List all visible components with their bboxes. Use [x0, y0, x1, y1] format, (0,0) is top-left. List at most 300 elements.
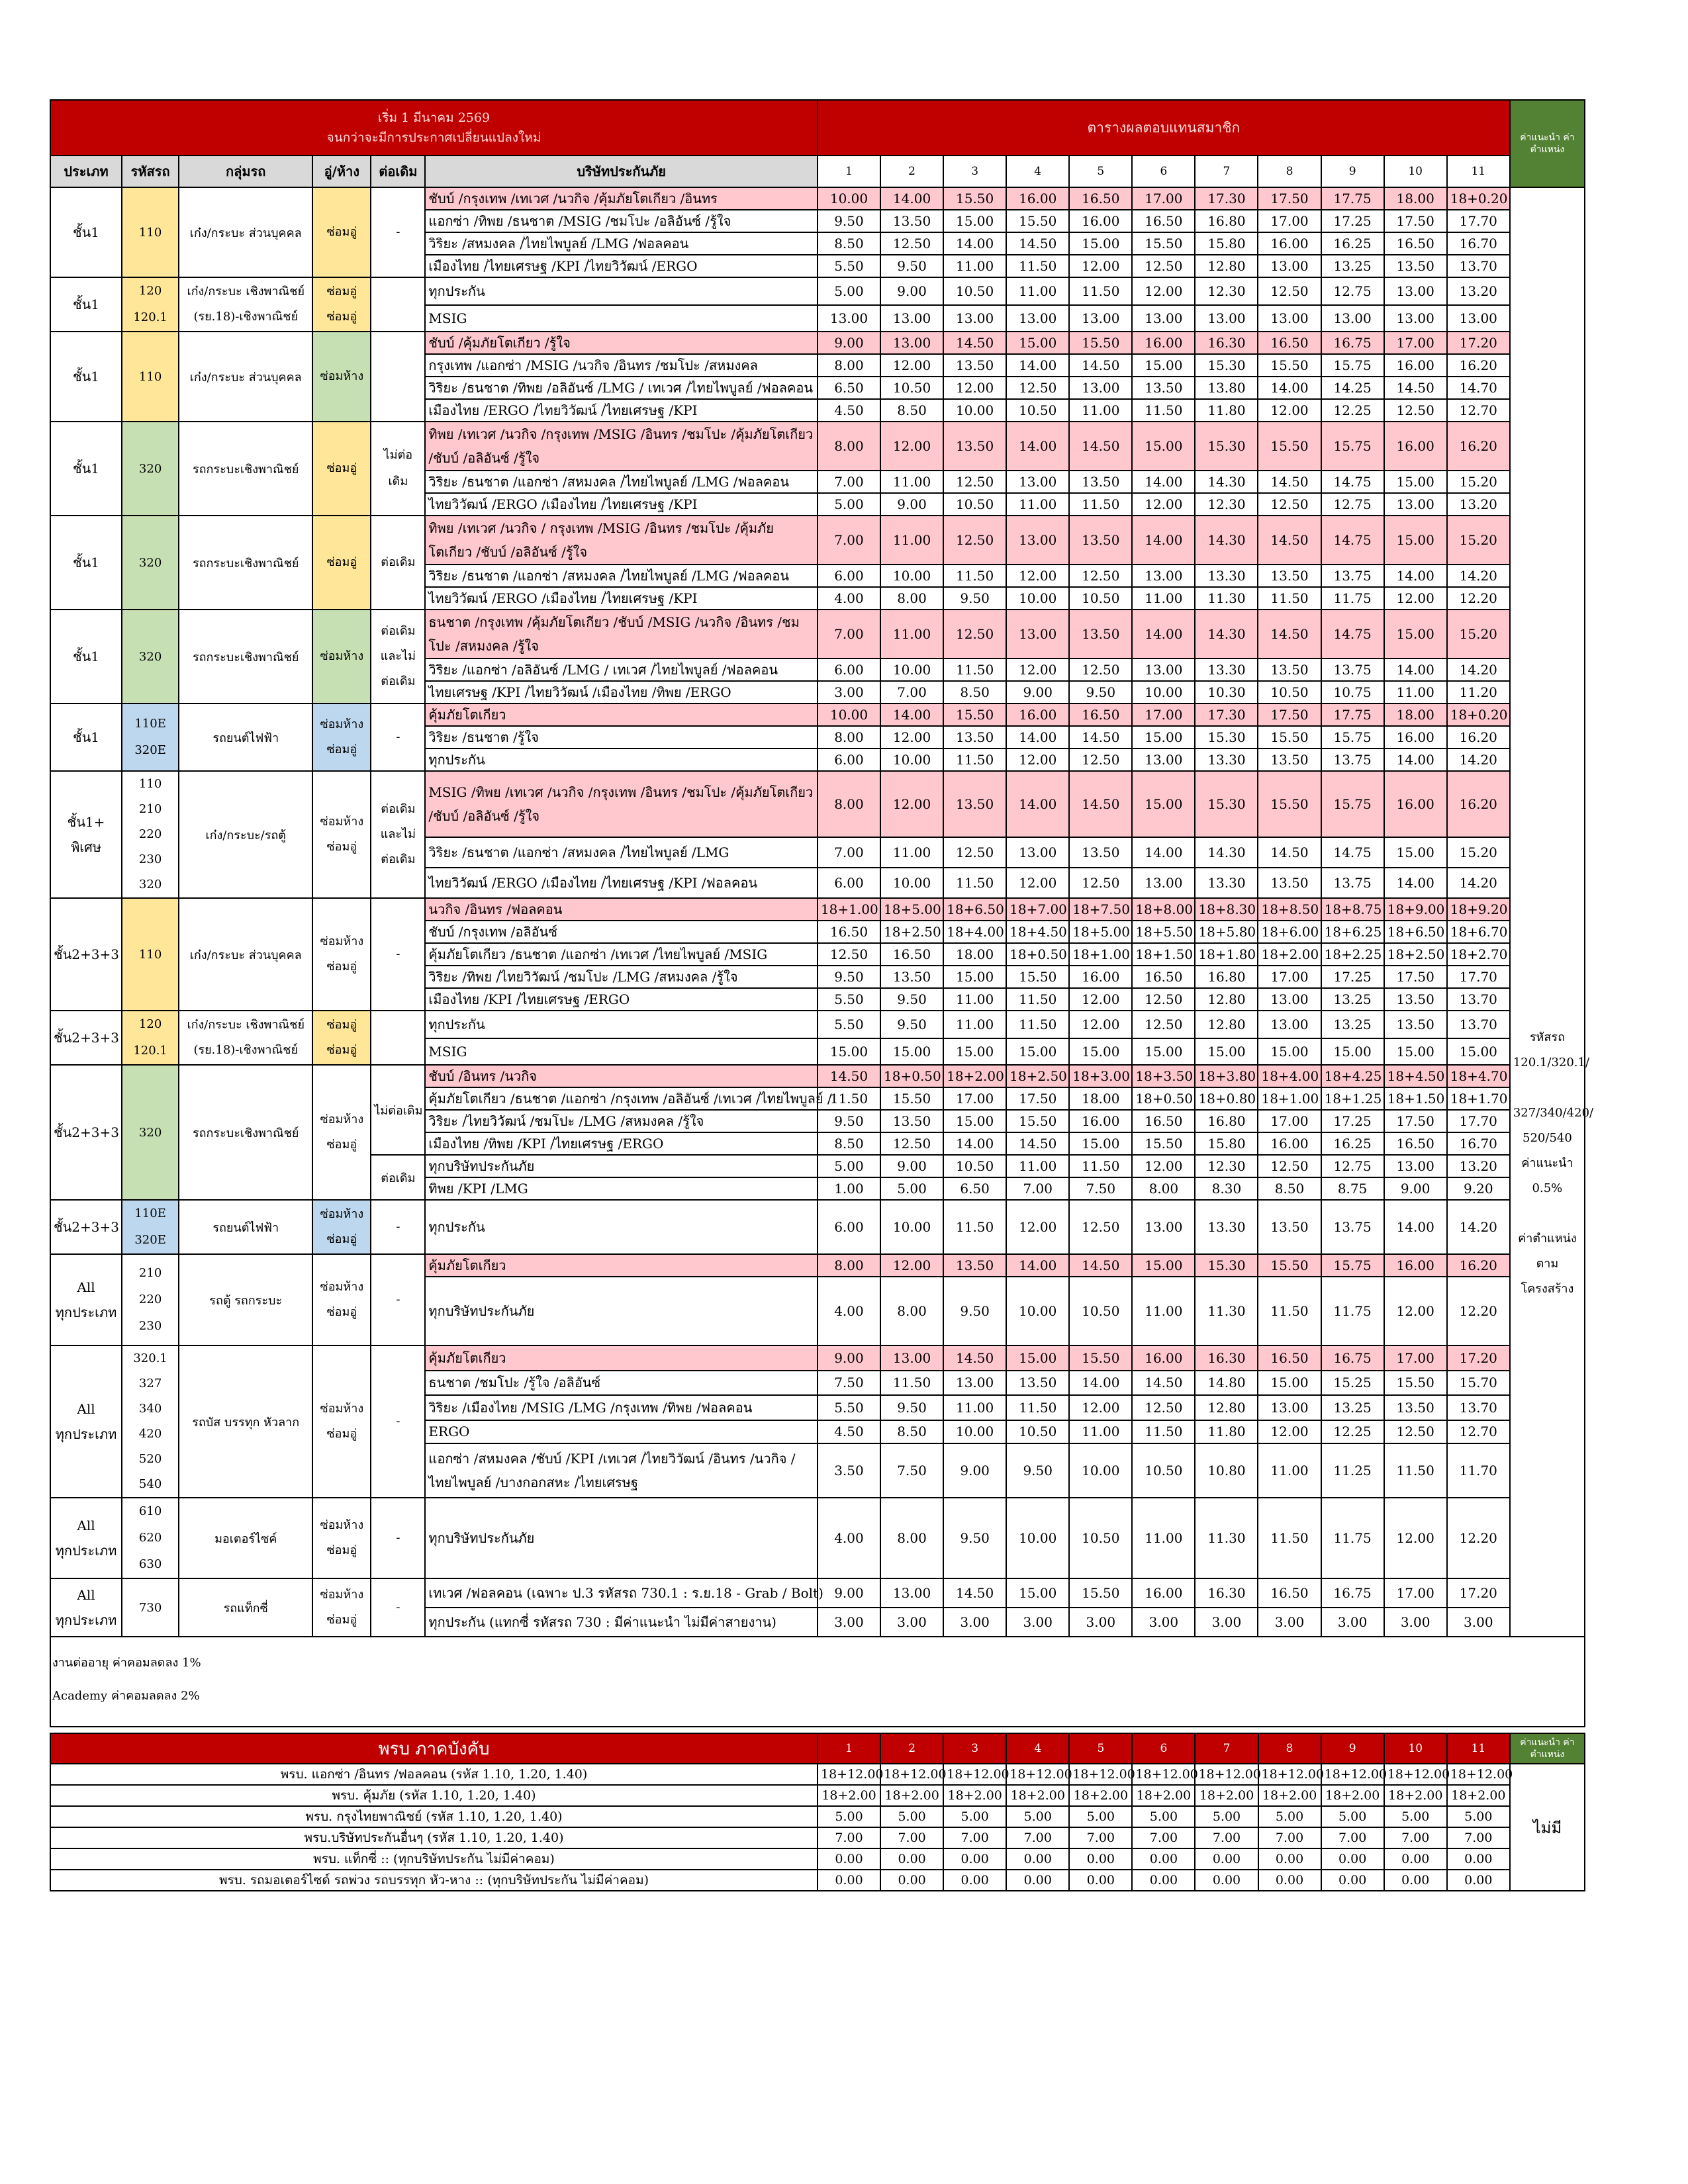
rate-value: 13.70 [1447, 1395, 1510, 1420]
rate-value: 16.00 [1132, 1578, 1195, 1608]
rate-value: 11.25 [1321, 1443, 1384, 1498]
rate-value: 3.00 [818, 681, 880, 704]
compulsory-value: 5.00 [1258, 1806, 1321, 1827]
insurer-cell: ทุกบริษัทประกันภัย [425, 1155, 818, 1177]
rate-value: 11.00 [1384, 681, 1447, 704]
car-group-cell: รถกระบะเชิงพาณิชย์ [179, 1065, 312, 1200]
rate-value: 14.00 [1132, 837, 1195, 868]
insurer-cell: วิริยะ /ไทยวิวัฒน์ /ชมโปะ /LMG /สหมงคล /รู้ใจ [425, 1110, 818, 1132]
car-code: 230 [138, 852, 162, 866]
rate-value: 9.00 [943, 1443, 1006, 1498]
side-note-line: 120.1/320.1/ [1513, 1056, 1590, 1069]
compulsory-side-note: ไม่มี [1510, 1764, 1585, 1891]
garage-line: ซ่อมห้าง [320, 1588, 364, 1602]
rate-value: 14.00 [1006, 726, 1069, 749]
rate-value: 12.75 [1321, 277, 1384, 305]
rate-value: 14.00 [1006, 771, 1069, 837]
rate-value: 10.00 [1006, 587, 1069, 610]
rate-value: 16.75 [1321, 332, 1384, 354]
rate-value: 10.50 [1069, 587, 1132, 610]
compulsory-value: 0.00 [818, 1848, 880, 1870]
rate-value: 7.50 [818, 1371, 880, 1396]
rate-value: 18.00 [1384, 187, 1447, 210]
rate-value: 15.75 [1321, 1254, 1384, 1277]
renew-cell: ต่อเดิม [371, 516, 425, 610]
rate-value: 15.75 [1321, 726, 1384, 749]
car-code: 320E [134, 1233, 166, 1247]
rate-value: 13.50 [1258, 659, 1321, 681]
rate-value: 5.00 [818, 1155, 880, 1177]
rate-value: 15.50 [1258, 1254, 1321, 1277]
rate-value: 13.75 [1321, 659, 1384, 681]
car-type-line: ทุกประเภท [55, 1543, 117, 1559]
rate-value: 14.50 [1069, 354, 1132, 377]
rate-value: 14.70 [1447, 377, 1510, 399]
compulsory-value: 18+12.00 [943, 1764, 1006, 1785]
rate-value: 12.00 [1069, 1011, 1132, 1038]
car-code-cell: 730 [122, 1578, 179, 1637]
garage-cell: ซ่อมอู่ [312, 516, 371, 610]
renew-cell: - [371, 1498, 425, 1578]
rate-value: 13.30 [1195, 1200, 1258, 1254]
compulsory-value: 7.00 [943, 1827, 1006, 1848]
rate-value: 11.30 [1195, 1277, 1258, 1345]
rate-value: 5.00 [818, 493, 880, 516]
insurer-cell: ไทยเศรษฐ /KPI /ไทยวิวัฒน์ /เมืองไทย /ทิพย /ERGO [425, 681, 818, 704]
rate-value: 9.50 [880, 988, 943, 1011]
rate-value: 13.50 [880, 1110, 943, 1132]
rate-value: 14.00 [943, 1132, 1006, 1155]
rate-value: 12.00 [1384, 1498, 1447, 1578]
rate-value: 13.20 [1447, 1155, 1510, 1177]
renew-cell [371, 332, 425, 422]
rate-row [50, 610, 1585, 659]
garage-cell [312, 704, 371, 771]
rate-value: 16.20 [1447, 422, 1510, 471]
col-level-5: 5 [1069, 156, 1132, 187]
car-type-line: All [77, 1587, 95, 1603]
rate-value: 15.20 [1447, 471, 1510, 493]
rate-value: 14.00 [1006, 422, 1069, 471]
compulsory-label: พรบ. คุ้มภัย (รหัส 1.10, 1.20, 1.40) [50, 1785, 818, 1806]
rate-value: 17.20 [1447, 1345, 1510, 1371]
rate-value: 10.00 [880, 1200, 943, 1254]
rate-value: 10.50 [1258, 681, 1321, 704]
rate-value: 15.00 [1132, 771, 1195, 837]
rate-value: 4.00 [818, 587, 880, 610]
rate-value: 11.50 [1258, 1277, 1321, 1345]
side-note [1510, 187, 1594, 1637]
car-code: 110E [134, 717, 166, 731]
rate-value: 10.50 [1006, 1420, 1069, 1443]
rate-value: 3.00 [1195, 1608, 1258, 1637]
rate-value: 15.50 [1069, 332, 1132, 354]
rate-value: 13.00 [1006, 610, 1069, 659]
rate-value: 6.50 [818, 377, 880, 399]
rate-value: 18+6.50 [943, 898, 1006, 921]
rate-value: 12.50 [880, 1132, 943, 1155]
rate-value: 18+2.25 [1321, 943, 1384, 966]
insurer-cell: คุ้มภัยโตเกียว [425, 1254, 818, 1277]
rate-value: 12.00 [1069, 988, 1132, 1011]
rate-value: 13.75 [1321, 868, 1384, 898]
rate-value: 13.70 [1447, 1011, 1510, 1038]
rate-value: 14.50 [1258, 837, 1321, 868]
compulsory-row [50, 1806, 1585, 1827]
rate-value: 14.80 [1195, 1371, 1258, 1396]
renew-cell: - [371, 1578, 425, 1637]
rate-value: 12.50 [943, 516, 1006, 565]
compulsory-value: 18+2.00 [818, 1785, 880, 1806]
rate-value: 16.25 [1321, 232, 1384, 255]
start-date-text: เริ่ม 1 มีนาคม 2569 [377, 111, 491, 125]
compulsory-value: 18+12.00 [1384, 1764, 1447, 1785]
rate-value: 11.00 [943, 255, 1006, 277]
side-note-line [1513, 1075, 1581, 1101]
rate-value: 16.00 [1258, 232, 1321, 255]
rate-value: 8.00 [880, 587, 943, 610]
renew-line: ต่อเดิม [381, 674, 416, 688]
rate-value: 17.25 [1321, 966, 1384, 988]
rate-value: 9.50 [818, 966, 880, 988]
rate-value: 15.75 [1321, 771, 1384, 837]
rate-value: 11.00 [1006, 493, 1069, 516]
rate-value: 11.00 [1132, 1277, 1195, 1345]
rate-value: 16.00 [1069, 1110, 1132, 1132]
rate-row [50, 1065, 1585, 1087]
rate-value: 11.00 [880, 610, 943, 659]
rate-value: 12.50 [1069, 749, 1132, 771]
rate-value: 9.50 [943, 1498, 1006, 1578]
rate-value: 12.00 [1258, 1420, 1321, 1443]
column-header-row [50, 156, 1585, 187]
insurer-cell: ทุกบริษัทประกันภัย [425, 1277, 818, 1345]
until-notice-text: จนกว่าจะมีการประกาศเปลี่ยนแปลงใหม่ [326, 130, 541, 145]
car-code: 120.1 [133, 310, 167, 324]
rate-value: 14.00 [1132, 610, 1195, 659]
rate-value: 18+8.50 [1258, 898, 1321, 921]
rate-value: 14.50 [818, 1065, 880, 1087]
rate-value: 18.00 [1069, 1087, 1132, 1110]
rate-value: 18+0.20 [1447, 704, 1510, 726]
garage-cell [312, 1065, 371, 1200]
rate-value: 13.00 [1384, 493, 1447, 516]
rate-value: 11.00 [880, 837, 943, 868]
rate-value: 15.50 [1258, 354, 1321, 377]
cmp-level-7: 7 [1195, 1733, 1258, 1764]
rate-value: 15.00 [943, 966, 1006, 988]
rate-value: 10.50 [943, 1155, 1006, 1177]
insurer-cell: คุ้มภัยโตเกียว [425, 1345, 818, 1371]
compulsory-value: 18+2.00 [1195, 1785, 1258, 1806]
rate-value: 8.50 [880, 399, 943, 422]
rate-value: 16.00 [1006, 187, 1069, 210]
compulsory-label: พรบ. แอกซ่า /อินทร /ฟอลคอน (รหัส 1.10, 1.20, 1.40) [50, 1764, 818, 1785]
compulsory-row [50, 1827, 1585, 1848]
compulsory-row [50, 1764, 1585, 1785]
rate-value: 13.50 [943, 354, 1006, 377]
rate-value: 14.50 [943, 1578, 1006, 1608]
rate-value: 13.00 [1132, 749, 1195, 771]
rate-value: 3.00 [1132, 1608, 1195, 1637]
rate-value: 6.00 [818, 749, 880, 771]
rate-value: 18+3.00 [1069, 1065, 1132, 1087]
insurer-cell: ไทยวิวัฒน์ /ERGO /เมืองไทย /ไทยเศรษฐ /KPI [425, 587, 818, 610]
renew-cell: - [371, 1254, 425, 1345]
rate-value: 18+0.50 [880, 1065, 943, 1087]
renew-cell: - [371, 704, 425, 771]
garage-line: ซ่อมอู่ [326, 1138, 357, 1152]
rate-value: 15.50 [1069, 1345, 1132, 1371]
rate-value: 11.50 [818, 1087, 880, 1110]
compulsory-value: 5.00 [1195, 1806, 1258, 1827]
rate-value: 9.50 [1069, 681, 1132, 704]
rate-value: 16.75 [1321, 1578, 1384, 1608]
rate-value: 14.50 [1069, 422, 1132, 471]
insurer-cell: ทิพย /เทเวศ /นวกิจ /กรุงเทพ /MSIG /อินทร /ชมโปะ /คุ้มภัยโตเกียว /ชับบ์ /อลิอันซ์ /รู้ใจ [425, 422, 818, 471]
rate-value: 14.50 [1258, 516, 1321, 565]
insurer-cell: ทุกประกัน [425, 1011, 818, 1038]
insurer-cell: ทุกประกัน [425, 749, 818, 771]
car-type-cell: ชั้น2+3+3 [50, 1011, 122, 1065]
rate-value: 15.00 [1132, 1254, 1195, 1277]
car-type-line: All [77, 1401, 95, 1417]
rate-value: 13.00 [1069, 305, 1132, 332]
side-note-line: 520/540 [1523, 1131, 1572, 1145]
rate-value: 12.00 [1258, 399, 1321, 422]
rate-value: 14.00 [1384, 659, 1447, 681]
car-type-cell: ชั้น2+3+3 [50, 1200, 122, 1254]
rate-value: 15.00 [943, 1110, 1006, 1132]
rate-value: 11.50 [943, 1200, 1006, 1254]
rate-value: 13.00 [880, 1345, 943, 1371]
rate-value: 5.50 [818, 1395, 880, 1420]
insurer-cell: MSIG [425, 1038, 818, 1065]
rate-value: 17.70 [1447, 210, 1510, 232]
rate-value: 10.50 [1006, 399, 1069, 422]
rate-value: 9.00 [818, 332, 880, 354]
car-code: 320.1 [133, 1351, 167, 1365]
rate-value: 11.00 [1006, 277, 1069, 305]
compulsory-value: 7.00 [1321, 1827, 1384, 1848]
garage-cell [312, 1254, 371, 1345]
car-group-line: (รย.18)-เชิงพาณิชย์ [193, 310, 298, 324]
compulsory-value: 0.00 [1195, 1848, 1258, 1870]
rate-value: 15.00 [1006, 1578, 1069, 1608]
insurer-cell: เมืองไทย /ไทยเศรษฐ /KPI /ไทยวิวัฒน์ /ERGO [425, 255, 818, 277]
compulsory-value: 0.00 [1321, 1848, 1384, 1870]
rate-value: 15.30 [1195, 422, 1258, 471]
rate-value: 18+2.70 [1447, 943, 1510, 966]
rate-value: 12.00 [1132, 493, 1195, 516]
rate-value: 15.70 [1447, 1371, 1510, 1396]
rate-value: 13.00 [1384, 305, 1447, 332]
compulsory-label: พรบ. แท็กซี่ :: (ทุกบริษัทประกัน ไม่มีค่าคอม) [50, 1848, 818, 1870]
rate-value: 18+4.70 [1447, 1065, 1510, 1087]
rate-value: 8.50 [1258, 1177, 1321, 1200]
compulsory-value: 0.00 [1132, 1848, 1195, 1870]
rate-value: 11.50 [1258, 1498, 1321, 1578]
rate-value: 12.50 [1258, 1155, 1321, 1177]
rate-value: 15.80 [1195, 1132, 1258, 1155]
rate-value: 18+0.50 [1006, 943, 1069, 966]
car-group-cell: รถตู้ รถกระบะ [179, 1254, 312, 1345]
table-title: ตารางผลตอบแทนสมาชิก [818, 100, 1510, 156]
garage-line: ซ่อมอู่ [326, 310, 357, 324]
rate-value: 12.50 [1069, 868, 1132, 898]
rate-row [50, 1254, 1585, 1277]
rate-value: 7.00 [818, 610, 880, 659]
rate-value: 15.00 [1132, 1038, 1195, 1065]
rate-row [50, 1345, 1585, 1371]
car-code-cell [122, 1011, 179, 1065]
rate-value: 17.00 [943, 1087, 1006, 1110]
rate-value: 11.50 [1006, 1011, 1069, 1038]
rate-value: 8.00 [818, 771, 880, 837]
rate-value: 17.00 [1258, 966, 1321, 988]
rate-value: 16.50 [1069, 704, 1132, 726]
col-level-11: 11 [1447, 156, 1510, 187]
rate-value: 16.00 [1258, 1132, 1321, 1155]
rate-value: 11.00 [1132, 1498, 1195, 1578]
rate-value: 13.00 [1006, 471, 1069, 493]
rate-value: 6.00 [818, 565, 880, 587]
rate-value: 12.75 [1321, 493, 1384, 516]
compulsory-value: 18+12.00 [1321, 1764, 1384, 1785]
rate-value: 9.50 [818, 1110, 880, 1132]
rate-value: 12.00 [880, 354, 943, 377]
rate-value: 15.00 [1132, 726, 1195, 749]
insurer-cell: แอกซ่า /ทิพย /ธนชาต /MSIG /ชมโปะ /อลิอันซ์ /รู้ใจ [425, 210, 818, 232]
renew-cell: ไม่ต่อเดิม [371, 422, 425, 516]
garage-cell [312, 1498, 371, 1578]
cmp-level-2: 2 [880, 1733, 943, 1764]
rate-value: 12.00 [1006, 868, 1069, 898]
rate-value: 15.20 [1447, 610, 1510, 659]
car-group-cell: รถบัส บรรทุก หัวลาก [179, 1345, 312, 1498]
car-group-line: เก๋ง/กระบะ เชิงพาณิชย์ [187, 1018, 305, 1032]
car-type-cell [50, 771, 122, 898]
car-type-cell: ชั้น1 [50, 610, 122, 704]
rate-value: 15.50 [943, 187, 1006, 210]
rate-value: 9.00 [880, 493, 943, 516]
rate-value: 18+6.00 [1258, 921, 1321, 943]
rate-value: 18+4.25 [1321, 1065, 1384, 1087]
insurer-cell: เมืองไทย /ERGO /ไทยวิวัฒน์ /ไทยเศรษฐ /KPI [425, 399, 818, 422]
car-code: 110E [134, 1206, 166, 1220]
renew-line: ต่อเดิม [381, 802, 416, 816]
rate-value: 15.50 [1069, 1578, 1132, 1608]
rate-value: 16.50 [1069, 187, 1132, 210]
rate-row [50, 1578, 1585, 1608]
renew-line: ต่อเดิม [381, 852, 416, 866]
rate-value: 14.00 [1069, 1371, 1132, 1396]
rate-value: 14.50 [1384, 377, 1447, 399]
rate-value: 18.00 [1384, 704, 1447, 726]
compulsory-value: 18+2.00 [1069, 1785, 1132, 1806]
garage-line: ซ่อมอู่ [326, 285, 357, 298]
car-code-cell [122, 1345, 179, 1498]
rate-value: 6.00 [818, 868, 880, 898]
insurer-cell: ชับบ์ /อินทร /นวกิจ [425, 1065, 818, 1087]
rate-value: 12.00 [880, 1254, 943, 1277]
rate-value: 10.30 [1195, 681, 1258, 704]
rate-value: 18+1.70 [1447, 1087, 1510, 1110]
rate-value: 14.75 [1321, 471, 1384, 493]
rate-value: 13.50 [1258, 565, 1321, 587]
rate-value: 11.00 [943, 988, 1006, 1011]
rate-row [50, 704, 1585, 726]
rate-value: 12.20 [1447, 1277, 1510, 1345]
car-type-cell [50, 1345, 122, 1498]
rate-value: 3.00 [1321, 1608, 1384, 1637]
car-code: 210 [138, 1266, 162, 1280]
rate-value: 10.00 [1132, 681, 1195, 704]
compulsory-value: 5.00 [1006, 1806, 1069, 1827]
rate-value: 13.50 [1384, 1011, 1447, 1038]
garage-cell: ซ่อมห้าง [312, 610, 371, 704]
car-code-cell [122, 704, 179, 771]
rate-value: 13.50 [1069, 516, 1132, 565]
col-level-10: 10 [1384, 156, 1447, 187]
rate-value: 12.00 [1384, 1277, 1447, 1345]
rate-value: 12.00 [1384, 587, 1447, 610]
rate-value: 16.50 [880, 943, 943, 966]
rate-value: 10.50 [943, 493, 1006, 516]
rate-value: 17.00 [1384, 332, 1447, 354]
rate-value: 11.50 [1258, 587, 1321, 610]
rate-value: 12.30 [1195, 277, 1258, 305]
rate-value: 6.00 [818, 659, 880, 681]
rate-value: 14.00 [1384, 868, 1447, 898]
rate-value: 16.50 [1258, 1345, 1321, 1371]
rate-value: 18+8.75 [1321, 898, 1384, 921]
rate-value: 18+0.20 [1447, 187, 1510, 210]
rate-value: 3.50 [818, 1443, 880, 1498]
insurer-cell: แอกซ่า /สหมงคล /ชับบ์ /KPI /เทเวศ /ไทยวิวัฒน์ /อินทร /นวกิจ /ไทยไพบูลย์ /บางกอกสหะ /ไทยเศรษฐ [425, 1443, 818, 1498]
insurer-cell: เทเวศ /ฟอลคอน (เฉพาะ ป.3 รหัสรถ 730.1 : ร.ย.18 - Grab / Bolt) [425, 1578, 818, 1608]
side-note-line: ค่าตำแหน่ง [1518, 1232, 1577, 1246]
rate-value: 17.25 [1321, 210, 1384, 232]
rate-value: 16.00 [1069, 966, 1132, 988]
rate-value: 8.50 [880, 1420, 943, 1443]
compulsory-value: 7.00 [1195, 1827, 1258, 1848]
rate-value: 12.50 [1069, 1200, 1132, 1254]
rate-value: 18+1.25 [1321, 1087, 1384, 1110]
rate-value: 13.20 [1447, 277, 1510, 305]
compulsory-value: 18+12.00 [1447, 1764, 1510, 1785]
rate-value: 18+1.00 [1258, 1087, 1321, 1110]
rate-value: 15.00 [943, 210, 1006, 232]
rate-value: 15.50 [1258, 422, 1321, 471]
insurer-cell: คุ้มภัยโตเกียว /ธนชาต /แอกซ่า /กรุงเทพ /อลิอันซ์ /เทเวศ /ไทยไพบูลย์ / [425, 1087, 818, 1110]
rate-value: 12.50 [943, 471, 1006, 493]
car-code: 540 [138, 1477, 162, 1491]
rate-row [50, 516, 1585, 565]
compulsory-value: 0.00 [1258, 1870, 1321, 1891]
rate-value: 13.50 [1069, 610, 1132, 659]
rate-value: 17.50 [1384, 966, 1447, 988]
rate-value: 18+6.70 [1447, 921, 1510, 943]
compulsory-value: 0.00 [1447, 1870, 1510, 1891]
insurer-cell: ไทยวิวัฒน์ /ERGO /เมืองไทย /ไทยเศรษฐ /KPI [425, 493, 818, 516]
rate-value: 12.00 [1069, 255, 1132, 277]
rate-value: 13.25 [1321, 988, 1384, 1011]
car-code: 120 [138, 1017, 162, 1031]
rate-value: 15.00 [1006, 1038, 1069, 1065]
rate-value: 13.00 [1258, 305, 1321, 332]
rate-value: 11.00 [943, 1395, 1006, 1420]
